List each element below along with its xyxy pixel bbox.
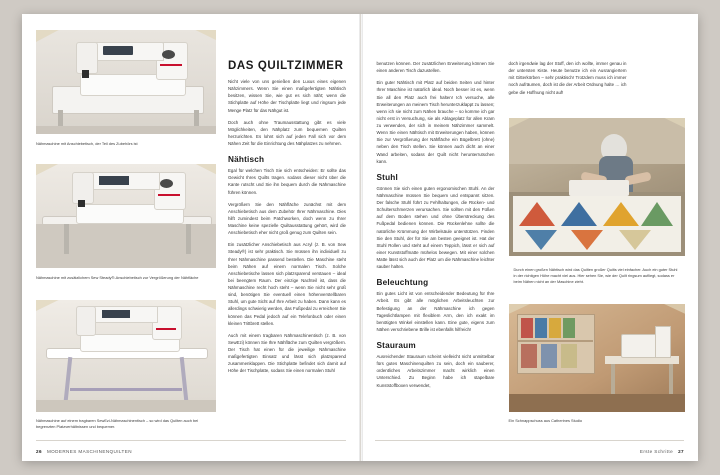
folio-right bbox=[640, 449, 684, 454]
caption-quilt-photo: Durch einen großen Nähtisch wird das Quilten großer Quilts viel einfacher. Auch ein guter Stuhl in der richtigen Höhe macht viel aus. Hier sehen Sie, wie der Quilt ringsum aufliegt, sodass er beim Nähen nicht an der Maschine zieht. bbox=[509, 263, 685, 289]
book-spread bbox=[22, 14, 698, 461]
left-page bbox=[22, 14, 361, 461]
naehtisch-paragraph-3: Ein zusätzlicher Anschiebetisch aus Acryl (z. B. von Sew Steady®) ist sehr praktisch. Sie müssen ihn individuell zu Ihrer Nähmaschine passend bestellen. Die Maschine steht beim Nähen auf einem normalen Tisch. Solche Anschiebetische lassen sich platzsparend verstauen – ideal bei beengtem Raum. Der einzige Nachteil ist, dass die Nähmaschine recht hoch steht – wenn Sie nicht sehr groß sind, benötigen Sie eventuell einen höhenverstellbaren Stuhl, um gute Sicht auf Ihre Arbeit zu haben. Dann kann es allerdings schwierig werden, das Fußpedal zu erreichen! Sie können das Pedal jedoch auf ein Telefonbuch oder einen kleinen Trittbrett stellen. bbox=[228, 242, 346, 326]
sewing-machine-illustration bbox=[36, 30, 216, 134]
photo-machine-with-accessory-table bbox=[36, 30, 216, 134]
page-number-left: 26 bbox=[36, 449, 42, 454]
stauraum-paragraph: Ausreichender Stauraum scheint vielleicht nicht unmittelbar fürs gutes Maschinenquilten zu sein, doch ein sauberer, ordentliches Arbeitszimmer macht wirklich einen Unterschied. Zu Beginn habe ich stapelbare Kunststoffboxen verwendet, bbox=[376, 354, 495, 388]
folio-title-right: Erste Schritte bbox=[639, 449, 674, 454]
right-paragraph-1: doch irgendwie lag der Stoff, den ich wollte, immer genau in der untersten Kiste. Heute benutze ich ein Ausrangiertem mit Gitterkörben – sehr praktisch! Trotzdem muss ich immer noch aufräumen, doch ist die der Arbeit Ordnung halte … ich gebe die Hoffnung nicht auf! bbox=[508, 61, 627, 95]
stuhl-paragraph: Gönnen Sie sich einen guten ergonomischen Stuhl. An der Nähmaschine müssen Sie bequem und entspannt sitzen. Der falsche Stuhl führt zu Fehlhaltungen, die Rücken- und Schulterschmerzen verursachen. Sie sollten mit den Füßen auf dem Boden stehen und ohne Überstreckung des Fußpedal bedienen können. Die Rückenlehne sollte die natürliche Krümmung der Wirbelsäule unterstützen. Finden Sie den Stuhl, der für Sie am besten geeignet ist. Hat der Stuhl Rollen und steht auf einem Teppich, lässt er sich auf einer Kunststoffmatte mühelos bewegen. Mit einer solchen Matte lässt sich auch der Platz um die Nähmaschine leichter sauber halten. bbox=[376, 185, 495, 270]
folio-title-left: MODERNES MASCHINENQUILTEN bbox=[46, 449, 132, 454]
page-title: DAS QUILTZIMMER bbox=[228, 60, 344, 72]
intro-paragraph-1: Nicht viele von uns genießen den Luxus eines eigenen Nähzimmers. Wenn Sie einen maßgefertigten Nähtisch besitzen, wissen Sie, wie gut es sich näht; wenn die Stichplatte auf Höhe der Tischplatte liegt und ringsum jede Menge Platz für das Nähgut ist. bbox=[228, 79, 346, 113]
right-page bbox=[361, 14, 699, 461]
middle-text-column bbox=[377, 60, 495, 394]
right-text-column bbox=[509, 60, 627, 101]
caption-studio-photo: Ein Schnappschuss aus Catherines Studio bbox=[508, 418, 583, 423]
middle-paragraph-2: Ein guter Nähtisch mit Platz auf beiden Seiten und hinter Ihrer Maschine ist natürlich ideal. Noch besser ist es, wenn Sie all den Platz auch frei halten! Ich versuche, alle Erweiterungen an meinem Tisch herunterzuklappt zu lassen; wenn ich sie nicht zum Nähen brauche – so komme ich gar nicht erst in Versuchung, sie als Ablageplatz für allen Kram zu verwenden, der sich in meinem Nähzimmer sammelt. Wenn Sie einen Nähtisch mit Erweiterungen haben, können Sie zur Vergrößerung der Nähfläche ein Bügelbrett (ohne) neben den Tisch stellen. Sie können auch dicht an einer Wand arbeiten, sodass der Quilt nicht herunterrutschen kann. bbox=[376, 80, 495, 164]
photo-quilter-at-machine bbox=[509, 118, 685, 256]
caption-machine-bottom: Nähmaschine auf einem tragbaren SewEzi-Nähmaschinentisch – so wird das Quilten auch bei begrenzten Platzverhältnissen und bequemer. bbox=[36, 418, 199, 429]
footer-rule bbox=[36, 440, 346, 441]
beleuchtung-paragraph: Ein gutes Licht ist von entscheidender Bedeutung für Ihre Arbeit. Es gibt alle möglichen Arbeitsleuchten zur Befestigung an der Nähmaschine ich gegen Tageslichtlampen mit flexiblem Arm, den ich exakt im benötigten Winkel einstellen kann. Eine gute, eigens zum Nähen verschriebene Brille ist ebenfalls hilfreich! bbox=[376, 291, 495, 332]
caption-machine-mid: Nähmaschine mit zusätzlichem Sew Steady®-Anschiebetisch zur Vergrößerung der Nähfläche bbox=[36, 275, 199, 280]
heading-stauraum: Stauraum bbox=[376, 341, 416, 350]
heading-beleuchtung: Beleuchtung bbox=[376, 278, 429, 288]
book-gutter bbox=[359, 14, 363, 461]
sewing-machine-illustration bbox=[36, 164, 216, 268]
sewing-machine-illustration bbox=[36, 300, 216, 412]
middle-paragraph-1: benutzen können. Der zusätzlichen Erweiterung können Sie einen anderen Tisch dazustellen. bbox=[376, 61, 495, 74]
photo-machine-sew-steady bbox=[36, 164, 216, 268]
footer-rule bbox=[375, 440, 685, 441]
photo-studio-snapshot bbox=[509, 304, 685, 412]
intro-paragraph-2: Doch auch ohne Traumausstattung gibt es viele Möglichkeiten, den Nähplatz zum bequemen Quilten herzurichten. Es lohnt sich auf jeden Fall sich vor dem Nähen Zeit für die Einrichtung des Nähplatzes zu nehmen. bbox=[228, 119, 346, 146]
caption-machine-top: Nähmaschine mit Anschiebetisch, der Teil des Zubehörs ist bbox=[36, 141, 138, 146]
page-number-right: 27 bbox=[678, 449, 684, 454]
folio-left bbox=[36, 449, 132, 454]
heading-naehtisch: Nähtisch bbox=[228, 155, 265, 165]
photo-machine-sewezi-table bbox=[36, 300, 216, 412]
left-text-column bbox=[228, 60, 346, 380]
naehtisch-paragraph-1: Egal für welchen Tisch Sie sich entscheiden: Er sollte das Gewicht Ihres Quilts tragen. sodass dieser nicht über die Kante rutscht und Sie ihn bequem durch die Nähmaschine führen können. bbox=[228, 168, 346, 195]
naehtisch-paragraph-4: Auch mit einem tragbaren Nähmaschinentisch (z. B. von SewEzi) können Sie Ihre Nähfläche zum Quilten vergrößern. Der Tisch hat einen für die jeweilige Nähmaschine maßgefertigten Einsatz und lässt sich platzsparend zusammenklappen. Die Stichplatte befindet sich damit auf Höhe der Tischplatte, sodass Sie einen normalen Stuhl bbox=[228, 332, 346, 374]
heading-stuhl: Stuhl bbox=[376, 172, 398, 182]
naehtisch-paragraph-2: Vergrößern Sie den Nähfläche zunächst mit dem Anschiebetisch aus dem Zubehör Ihrer Nähmaschine. Dies hilft zumindest beim Patchworken, doch wenn zu Ihrer Maschine keine spezielle Quiltausstattung gehört, wird die Anschiebetisch eher nicht groß genug zum Quilten sein. bbox=[228, 201, 346, 236]
